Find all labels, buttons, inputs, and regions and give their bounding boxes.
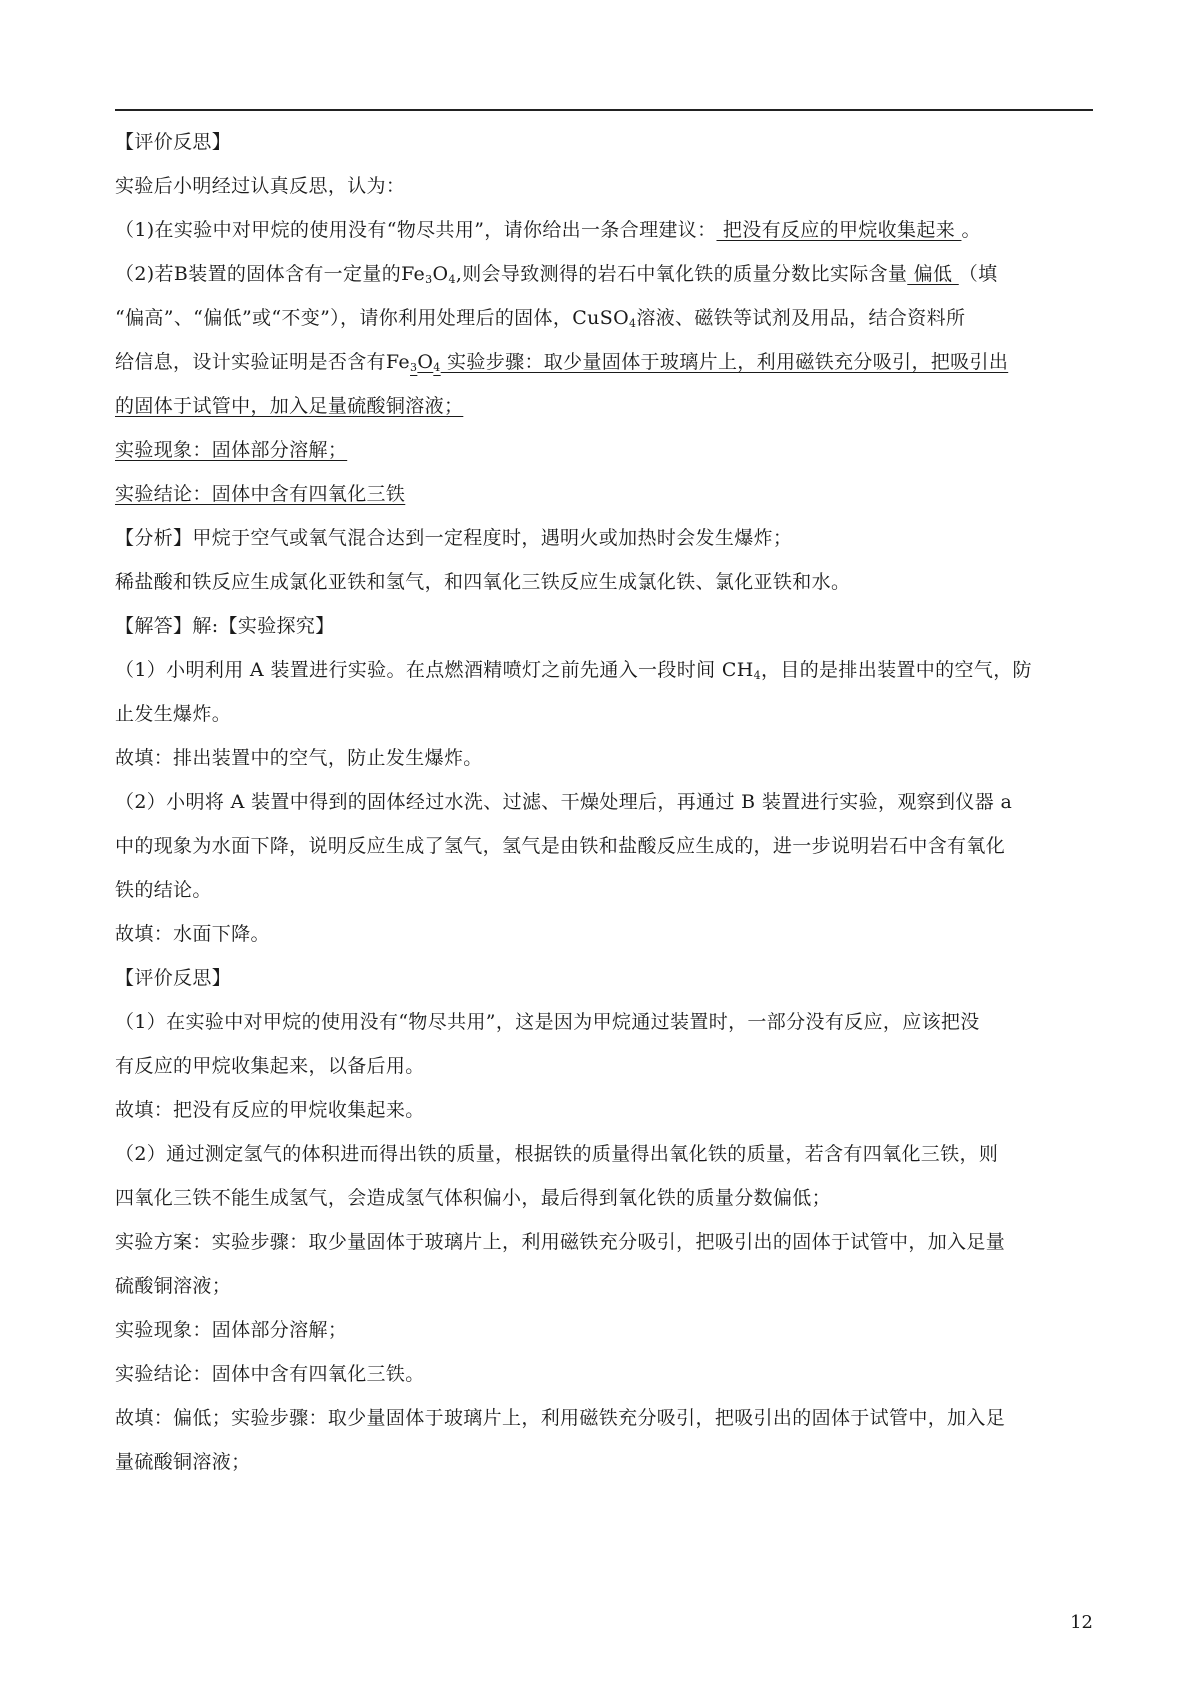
solution-line: 实验现象：固体部分溶解； [115,1319,348,1341]
solution-line: 故填：排出装置中的空气，防止发生爆炸。 [115,747,483,769]
solution-line: 硫酸铜溶液； [115,1275,232,1297]
solution-line: 实验结论：固体中含有四氧化三铁。 [115,1363,425,1385]
header-rule [115,109,1093,111]
answer-line: 的固体于试管中，加入足量硫酸铜溶液； [115,395,464,417]
solution-line: 故填：偏低；实验步骤：取少量固体于玻璃片上，利用磁铁充分吸引，把吸引出的固体于试管中，加入足 [115,1407,1006,1429]
solution-line: 故填：把没有反应的甲烷收集起来。 [115,1099,425,1121]
answer-blank: 偏低 [907,263,959,285]
analysis-line: 稀盐酸和铁反应生成氯化亚铁和氢气，和四氧化三铁反应生成氯化铁、氯化亚铁和水。 [115,571,851,593]
answer-line: 实验结论：固体中含有四氧化三铁 [115,483,406,505]
question-2-line: “偏高”、“偏低”或“不变”），请你利用处理后的固体，CuSO$_4$溶液、磁铁等试剂及用品，结合资料所 [115,307,966,330]
solution-line: 中的现象为水面下降，说明反应生成了氢气，氢气是由铁和盐酸反应生成的，进一步说明岩石中含有氧化 [115,835,1006,857]
solution-heading: 【解答】解:【实验探究】 [115,615,335,637]
answer-blank: 实验步骤：取少量固体于玻璃片上，利用磁铁充分吸引，把吸引出 [440,351,1009,373]
solution-line: （2）通过测定氢气的体积进而得出铁的质量，根据铁的质量得出氧化铁的质量，若含有四氧化三铁，则 [115,1143,999,1165]
solution-line: 有反应的甲烷收集起来，以备后用。 [115,1055,425,1077]
solution-line: （2）小明将 A 装置中得到的固体经过水洗、过滤、干燥处理后，再通过 B 装置进行实验，观察到仪器 a [115,791,1013,813]
analysis-line: 【分析】甲烷于空气或氧气混合达到一定程度时，遇明火或加热时会发生爆炸； [115,527,793,549]
solution-line: 铁的结论。 [115,879,212,901]
paragraph-line: 实验后小明经过认真反思，认为： [115,175,406,197]
solution-line: 四氧化三铁不能生成氢气，会造成氢气体积偏小，最后得到氧化铁的质量分数偏低； [115,1187,831,1209]
solution-line: 止发生爆炸。 [115,703,232,725]
section-heading-evaluation: 【评价反思】 [115,967,232,989]
solution-line: 故填：水面下降。 [115,923,270,945]
solution-line: 量硫酸铜溶液； [115,1451,251,1473]
solution-line: （1）小明利用 A 装置进行实验。在点燃酒精喷灯之前先通入一段时间 $CH_4$，目的是排出装置中的空气，防 [115,659,1032,682]
document-body [115,120,1093,1484]
answer-line: 实验现象：固体部分溶解； [115,439,348,461]
page-number: 12 [1070,1612,1093,1633]
answer-blank: 把没有反应的甲烷收集起来 [716,219,962,241]
question-1-line: （1)在实验中对甲烷的使用没有“物尽共用”，请你给出一条合理建议： 把没有反应的甲烷收集起来 。 [115,219,981,241]
section-heading-evaluation: 【评价反思】 [115,131,232,153]
question-2-line: （2)若B装置的固体含有一定量的$Fe_3O_4$,则会导致测得的岩石中氧化铁的质量分数比实际含量 偏低 （填 [115,263,998,286]
question-2-line: 给信息，设计实验证明是否含有$Fe_3O_4$ 实验步骤：取少量固体于玻璃片上，利用磁铁充分吸引，把吸引出 [115,351,1009,374]
solution-line: 实验方案：实验步骤：取少量固体于玻璃片上，利用磁铁充分吸引，把吸引出的固体于试管中，加入足量 [115,1231,1006,1253]
solution-line: （1）在实验中对甲烷的使用没有“物尽共用”，这是因为甲烷通过装置时，一部分没有反应，应该把没 [115,1011,980,1033]
